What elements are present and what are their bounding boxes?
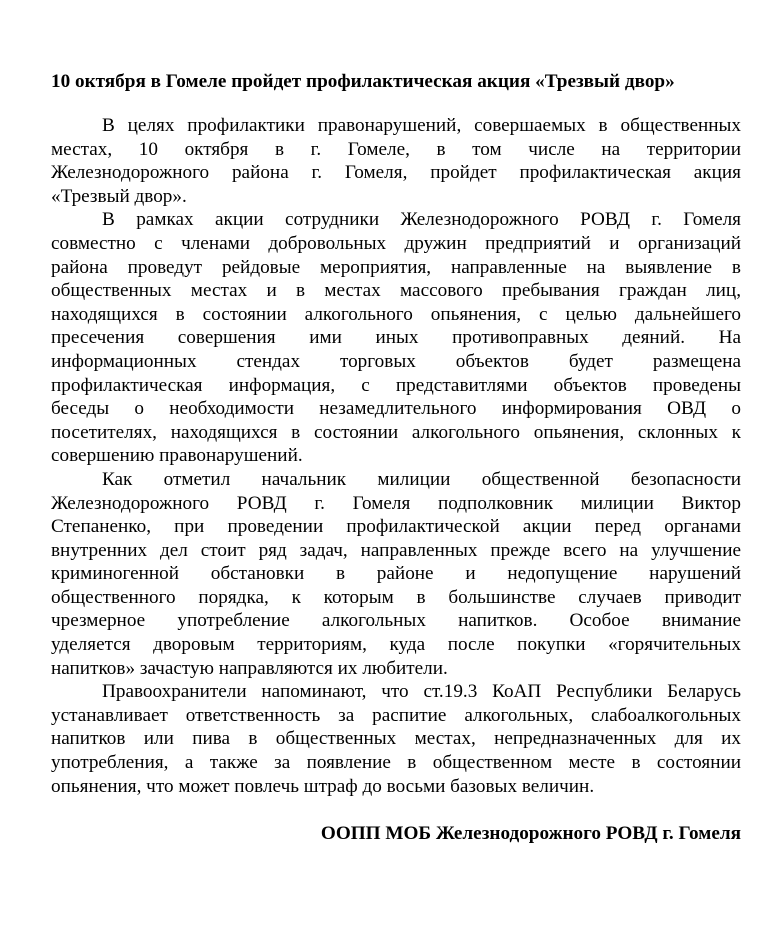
document-title: 10 октября в Гомеле пройдет профилактическая акция «Трезвый двор»: [51, 71, 675, 92]
paragraph-line: устанавливает ответственность за распитие алкогольных, слабоалкогольных: [51, 704, 741, 726]
paragraph-line: посетителях, находящихся в состоянии алкогольного опьянения, склонных к: [51, 421, 741, 443]
paragraph-line: местах, 10 октября в г. Гомеле, в том числе на территории: [51, 138, 741, 160]
document-signature: ООПП МОБ Железнодорожного РОВД г. Гомеля: [320, 823, 741, 845]
paragraph-line: В рамках акции сотрудники Железнодорожного РОВД г. Гомеля: [102, 209, 741, 231]
paragraph-line: уделяется дворовым территориям, куда после покупки «горячительных: [51, 634, 741, 656]
paragraph-line: профилактическая информация, с представитлями объектов проведены: [51, 374, 741, 396]
paragraph-line: Железнодорожного РОВД г. Гомеля подполковник милиции Виктор: [51, 492, 741, 514]
paragraph-4: [51, 680, 741, 798]
paragraph-line: Как отметил начальник милиции общественной безопасности: [102, 468, 741, 490]
paragraph-line: опьянения, что может повлечь штраф до восьми базовых величин.: [51, 775, 595, 797]
paragraph-line: В целях профилактики правонарушений, совершаемых в общественных: [102, 115, 741, 136]
paragraph-line: внутренних дел стоит ряд задач, направленных прежде всего на улучшение: [51, 539, 741, 561]
paragraph-line: общественного порядка, к которым в большинстве случаев приводит: [51, 586, 741, 608]
paragraph-line: беседы о необходимости незамедлительного информирования ОВД о: [51, 398, 741, 420]
paragraph-line: информационных стендах торговых объектов будет размещена: [51, 350, 741, 372]
paragraph-line: напитков или пива в общественных местах, непредназначенных для их: [51, 728, 741, 750]
document-body: [51, 114, 741, 798]
paragraph-3: [51, 468, 741, 680]
document-page: [51, 68, 741, 848]
paragraph-line: Железнодорожного района г. Гомеля, пройдет профилактическая акция: [51, 162, 741, 184]
paragraph-line: пресечения совершения ими иных противоправных деяний. На: [51, 327, 741, 349]
paragraph-line: напитков» зачастую направляются их любители.: [51, 657, 448, 679]
paragraph-2: [51, 208, 741, 468]
paragraph-line: употребления, а также за появление в общественном месте в состоянии: [51, 752, 741, 774]
paragraph-1: [51, 114, 741, 208]
paragraph-line: Степаненко, при проведении профилактической акции перед органами: [51, 516, 741, 538]
paragraph-line: криминогенной обстановки в районе и недопущение нарушений: [51, 563, 741, 585]
paragraph-line: чрезмерное употребление алкогольных напитков. Особое внимание: [51, 610, 741, 632]
paragraph-line: совершению правонарушений.: [51, 445, 303, 467]
paragraph-line: Правоохранители напоминают, что ст.19.3 КоАП Республики Беларусь: [102, 681, 741, 703]
paragraph-line: совместно с членами добровольных дружин предприятий и организаций: [51, 232, 741, 254]
paragraph-line: общественных местах и в местах массового пребывания граждан лиц,: [51, 280, 741, 302]
paragraph-line: района проведут рейдовые мероприятия, направленные на выявление в: [51, 256, 741, 278]
paragraph-line: находящихся в состоянии алкогольного опьянения, с целью дальнейшего: [51, 303, 741, 325]
paragraph-line: «Трезвый двор».: [51, 185, 187, 207]
